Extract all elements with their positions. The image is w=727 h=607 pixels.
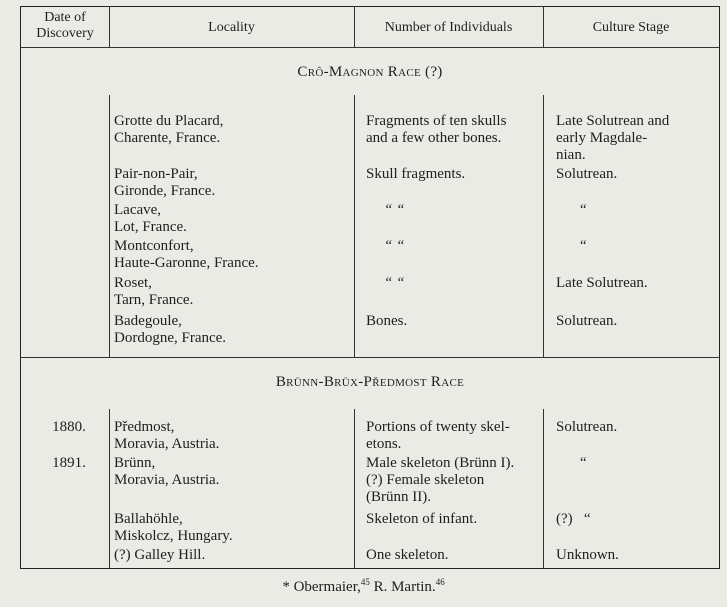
col-divider-2c: [354, 409, 355, 568]
data-table: [20, 6, 720, 569]
table-cell-culture: Solutrean.: [556, 419, 618, 435]
table-cell-locality: Pair-non-Pair, Gironde, France.: [114, 166, 216, 199]
section-title: Crô-Magnon Race (?): [297, 64, 443, 80]
table-cell-locality: Grotte du Placard, Charente, France.: [114, 113, 224, 146]
table-cell-culture: “: [556, 238, 587, 254]
col-divider-2b: [354, 95, 355, 357]
table-cell-individuals: One skeleton.: [366, 547, 449, 563]
table-cell-locality: Montconfort, Haute-Garonne, France.: [114, 238, 259, 271]
table-cell-individuals: “ “: [384, 275, 405, 291]
table-cell-date: 1880.: [52, 419, 86, 435]
table-cell-locality: Roset, Tarn, France.: [114, 275, 194, 308]
table-cell-culture: (?) “: [556, 511, 591, 527]
header-locality: Locality: [208, 20, 255, 35]
footnote-ref-2: 46: [435, 577, 445, 587]
footnote-ref-1: 45: [360, 577, 370, 587]
header-individuals: Number of Individuals: [384, 20, 513, 35]
table-cell-individuals: Portions of twenty skel- etons.: [366, 419, 510, 452]
table-cell-culture: “: [556, 455, 587, 471]
table-cell-individuals: “ “: [384, 238, 405, 254]
table-cell-locality: Brünn, Moravia, Austria.: [114, 455, 220, 488]
section-title: Brünn-Brüx-Předmost Race: [275, 374, 465, 390]
table-cell-culture: Solutrean.: [556, 166, 618, 182]
table-cell-individuals: “ “: [384, 202, 405, 218]
table-cell-culture: Late Solutrean.: [556, 275, 648, 291]
footnote-text-1: * Obermaier,: [282, 579, 361, 595]
table-cell-individuals: Skeleton of infant.: [366, 511, 478, 527]
table-cell-individuals: Fragments of ten skulls and a few other bones.: [366, 113, 507, 146]
table-cell-locality: Badegoule, Dordogne, France.: [114, 313, 227, 346]
col-divider-1b: [109, 95, 110, 357]
header-culture: Culture Stage: [592, 20, 670, 35]
table-cell-individuals: Male skeleton (Brünn I). (?) Female skeleton (Brünn II).: [366, 455, 515, 505]
section-rule: [21, 357, 719, 358]
footnote: [0, 577, 727, 596]
table-cell-locality: (?) Galley Hill.: [114, 547, 206, 563]
table-cell-locality: Předmost, Moravia, Austria.: [114, 419, 220, 452]
table-cell-locality: Ballahöhle, Miskolcz, Hungary.: [114, 511, 233, 544]
header-rule: [21, 47, 719, 48]
table-cell-date: 1891.: [52, 455, 86, 471]
table-cell-individuals: Bones.: [366, 313, 408, 329]
table-cell-individuals: Skull fragments.: [366, 166, 466, 182]
col-divider-1c: [109, 409, 110, 568]
table-cell-culture: Solutrean.: [556, 313, 618, 329]
footnote-text-2: R. Martin.: [369, 579, 436, 595]
table-cell-culture: Late Solutrean and early Magdale- nian.: [556, 113, 670, 163]
table-cell-culture: Unknown.: [556, 547, 619, 563]
header-date: Date of Discovery: [36, 10, 94, 41]
table-cell-culture: “: [556, 202, 587, 218]
table-cell-locality: Lacave, Lot, France.: [114, 202, 187, 235]
